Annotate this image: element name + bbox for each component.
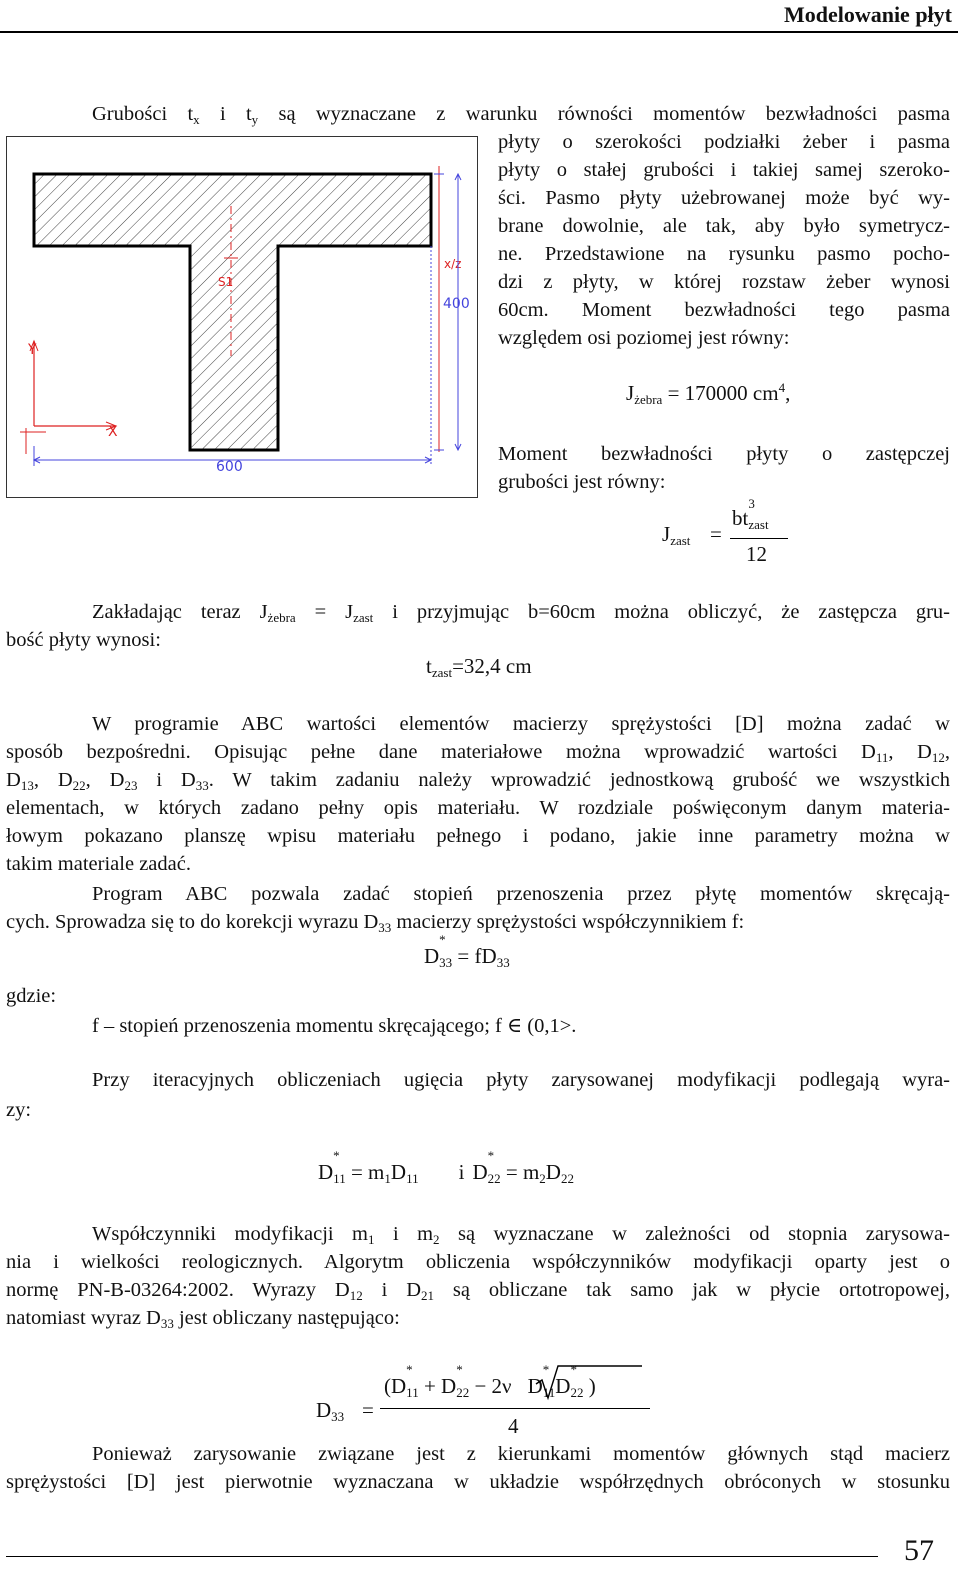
para5-line1: Program ABC pozwala zadać stopień przenoszenia przez płytę momentów skręcają- [92,883,950,905]
para2-line2: grubości jest równy: [498,471,666,493]
equation-t-zast: $t_{zast}=32,4$ cm [426,654,532,680]
para1-line2: płyty o szerokości podziałki żeber i pasma [498,131,950,153]
para1-line3: płyty o stałej grubości i takiej samej szeroko- [498,159,950,181]
sqrt-sign [534,1362,644,1402]
label-width: 600 [216,459,243,475]
page-header [0,0,960,38]
para4-line1: W programie ABC wartości elementów macierzy sprężystości [D] można zadać w [92,713,950,735]
para4-line5: łowym pokazano planszę wpisu materiału pełnego i podano, jakie inne parametry można w [6,825,950,847]
para3-line1: Zakładając teraz $J_{żebra} = J_{zast}$ i przyjmując b=60cm można obliczyć, że zastępcza gru- [92,601,950,625]
equation-d11-d22: D * $_{11} = m_1D_{11}$ i D * $_{22} = m_2D_{22}$ [318,1148,574,1186]
label-xz: x/z [444,257,462,271]
para4-line2: sposób bezpośredni. Opisując pełne dane materiałowe można wprowadzić wartości $D_{11}$, $D_{12}$, [6,741,950,765]
para1-line9: względem osi poziomej jest równy: [498,327,790,349]
para8-line2: nia i wielkości reologicznych. Algorytm obliczenia współczynników modyfikacji oparty jest o [6,1251,950,1273]
para1-line6: ne. Przedstawione na rysunku pasmo pocho- [498,243,950,265]
page-number: 57 [904,1534,934,1567]
para8-line4: natomiast wyraz $D_{33}$ jest obliczany następująco: [6,1307,400,1331]
para1-line7: dzi z płyty, w której rozstaw żeber wynosi [498,271,950,293]
equation-j-zebra: $J_{żebra} = 170000$ $cm^4$, [626,380,791,407]
para8-line1: Współczynniki modyfikacji $m_1$ i $m_2$ są wyznaczane w zależności od stopnia zarysowa- [92,1223,950,1247]
t-section-drawing [6,136,478,498]
para7-line2: zy: [6,1099,32,1121]
gdzie-label: gdzie: [6,985,57,1007]
para4-line3: $D_{13}$, $D_{22}$, $D_{23}$ i $D_{33}$. W takim zadaniu należy wprowadzić jednostkową grubość we wszystkich [6,769,950,793]
axis-y-label: Y [28,342,37,358]
equation-d33-star: D * $_{33} = fD_{33}$ [424,932,510,970]
footer-rule [6,1556,878,1557]
para2-line1: Moment bezwładności płyty o zastępczej [498,443,950,465]
para1-line5: brane dowolnie, ale tak, aby było symetrycz- [498,215,950,237]
para1-line4: ści. Pasmo płyty użebrowanej może być wy- [498,187,950,209]
label-height: 400 [443,296,470,312]
para4-line6: takim materiale zadać. [6,853,191,875]
para4-line4: elementach, w których zadano pełny opis materiału. W rozdziale poświęconym danym materia- [6,797,950,819]
para7-line1: Przy iteracyjnych obliczeniach ugięcia płyty zarysowanej modyfikacji podlegają wyra- [92,1069,950,1091]
para9-line2: sprężystości [D] jest pierwotnie wyznaczana w układzie współrzędnych obróconych w stosunku [6,1471,950,1493]
para1-line1: Grubości $t_x$ i $t_y$ są wyznaczane z warunku równości momentów bezwładności pasma [92,103,950,127]
header-rule [0,31,958,33]
para3-line2: bość płyty wynosi: [6,629,161,651]
axis-x-label: X [108,424,118,440]
para8-line3: normę PN-B-03264:2002. Wyrazy $D_{12}$ i $D_{21}$ są obliczane tak samo jak w płycie ortotropowej, [6,1279,950,1303]
header-title: Modelowanie płyt [783,2,952,27]
definition-f: f – stopień przenoszenia momentu skręcającego; f ∈ (0,1>. [92,1015,577,1037]
para9-line1: Ponieważ zarysowanie związane jest z kierunkami momentów głównych stąd macierz [92,1443,950,1465]
t-section-figure [6,136,478,498]
para5-line2: cych. Sprowadza się to do korekcji wyrazu $D_{33}$ macierzy sprężystości współczynnikiem f: [6,911,745,935]
para1-line8: 60cm. Moment bezwładności tego pasma [498,299,950,321]
label-s1: S1 [218,275,234,289]
